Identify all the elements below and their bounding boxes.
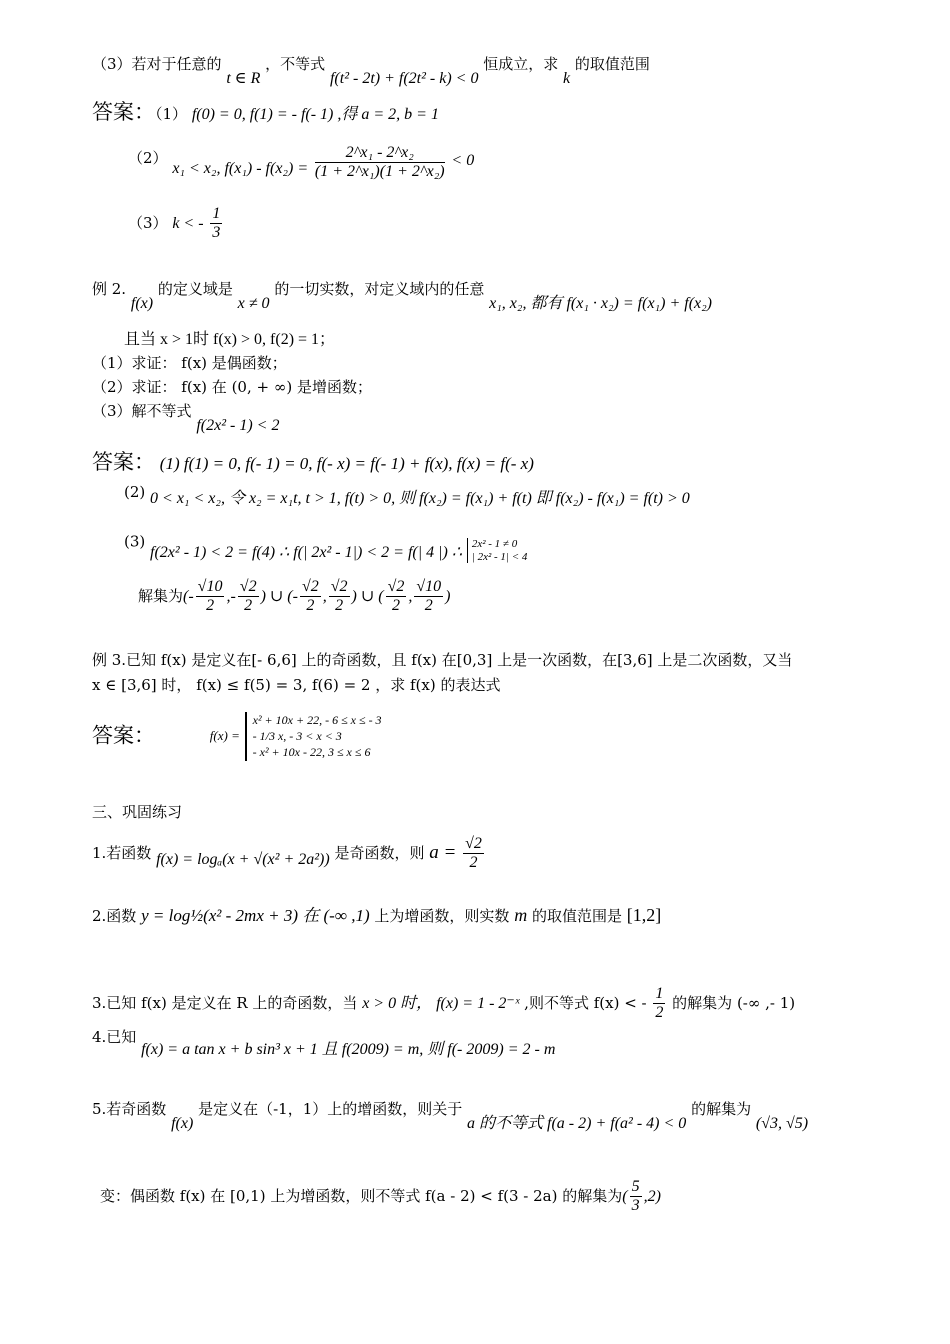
text: 3.已知 f(x) 是定义在 R 上的奇函数，当 bbox=[92, 993, 358, 1012]
text: （3）解不等式 bbox=[92, 402, 192, 420]
math: k bbox=[563, 70, 571, 87]
ex2-condition: 且当 x > 1时 f(x) > 0, f(2) = 1； bbox=[124, 331, 336, 348]
fraction: $\frac{1}{2}$ bbox=[655, 985, 664, 1022]
math: t ∈ R bbox=[226, 70, 261, 87]
math: x₁ < x₂, f(x₁) - f(x₂) = bbox=[172, 159, 309, 177]
fraction: $\frac{√2}{2}$ bbox=[465, 835, 482, 872]
practice-4 bbox=[92, 1028, 556, 1058]
practice-1 bbox=[92, 835, 486, 873]
math: x > 0 时， f(x) = 1 - 2⁻ˣ bbox=[362, 994, 520, 1012]
ex3-line-2: x ∈ [3,6] 时， f(x) ≤ f(5) = 3, f(6) = 2 ，求 f(x) 的表达式 bbox=[92, 676, 501, 694]
fraction: $\frac{1}{3}$ bbox=[212, 205, 221, 242]
text: （3） bbox=[128, 213, 168, 232]
ex1-answer-1 bbox=[92, 100, 439, 125]
text: 的取值范围是 bbox=[531, 907, 622, 925]
section-heading: 三、巩固练习 bbox=[92, 803, 183, 821]
math: f(0) = 0, f(1) = - f(- 1) ,得 a = 2, b = 1 bbox=[191, 106, 439, 123]
text: (3) bbox=[124, 532, 146, 551]
practice-3 bbox=[92, 985, 795, 1023]
text: 是奇函数，则 bbox=[334, 843, 425, 862]
answer-label: 答案： bbox=[92, 450, 155, 474]
answer-label: 答案： bbox=[92, 100, 155, 124]
ex1-answer-3 bbox=[128, 205, 224, 243]
ex3-line-1: 例 3.已知 f(x) 是定义在[- 6,6] 上的奇函数，且 f(x) 在[0,3] 上是一次函数，在[3,6] 上是二次函数，又当 bbox=[92, 651, 793, 669]
text: 恒成立，求 bbox=[483, 55, 559, 73]
math: f(x) = logₐ(x + √(x² + 2a²)) bbox=[156, 850, 330, 868]
answer-label: 答案： bbox=[92, 723, 155, 748]
text: ,则不等式 f(x) < - bbox=[524, 993, 647, 1012]
piecewise-function: x² + 10x + 22, - 6 ≤ x ≤ - 3 - 1/3 x, - 3 < x < 3 - x² + 10x - 22, 3 ≤ x ≤ 6 bbox=[245, 712, 382, 761]
fraction: $\frac{\text{2\textasciicircum{}x₁ - 2\textasciicircum{}x₂}}{\text{(1 + 2\textasciicircum{}x₁)(1 + 2\textasciicircum{}x₂)}}$ bbox=[314, 144, 445, 181]
math: 0 < x₁ < x₂, 令 x₂ = x₁t, t > 1, f(t) > 0, 则 f(x₂) = f(x₁) + f(t) 即 f(x₂) - f(x₁) = f(t) > 0 bbox=[150, 490, 690, 507]
ex2-statement bbox=[92, 280, 713, 312]
text: 的解集为 bbox=[691, 1100, 752, 1118]
math: a 的不等式 f(a - 2) + f(a² - 4) < 0 bbox=[467, 1115, 687, 1132]
ex2-answer-1 bbox=[92, 450, 534, 475]
math: f(x) = bbox=[209, 728, 240, 744]
math: (1) f(1) = 0, f(- 1) = 0, f(- x) = f(- 1) + f(x), f(x) = f(- x) bbox=[159, 454, 534, 473]
math: k < - bbox=[172, 214, 204, 232]
practice-variant: 变：偶函数 f(x) 在 [0,1) 上为增函数，则不等式 f(a - 2) < f(3 - 2a) 的解集为( $\frac{5}{3}$ ,2) bbox=[100, 1178, 661, 1215]
text: 1.若函数 bbox=[92, 843, 152, 862]
ex2-question-3 bbox=[92, 402, 280, 434]
math: f(2x² - 1) < 2 = f(4) ∴ f(| 2x² - 1|) < 2 = f(| 4 |) ∴ bbox=[150, 543, 463, 561]
math: x₁, x₂, 都有 f(x₁ · x₂) = f(x₁) + f(x₂) bbox=[489, 295, 713, 312]
math: f(x) bbox=[130, 295, 154, 312]
text: 变：偶函数 f(x) 在 [0,1) 上为增函数，则不等式 f(a - 2) < f(3 - 2a) 的解集为 bbox=[100, 1186, 623, 1205]
math: f(2x² - 1) < 2 bbox=[196, 417, 280, 434]
text: 的取值范围 bbox=[574, 55, 650, 73]
text: (2) bbox=[124, 483, 146, 501]
inequality-system: 2x² - 1 ≠ 0 | 2x² - 1| < 4 bbox=[467, 538, 528, 563]
math: y = log½(x² - 2mx + 3) 在 (-∞ ,1) bbox=[141, 906, 370, 925]
text: 4.已知 bbox=[92, 1028, 137, 1046]
math: (√3, √5) bbox=[755, 1115, 809, 1132]
math: x ≠ 0 bbox=[237, 295, 270, 312]
ex2-question-2: （2）求证： f(x) 在 (0, + ∞) 是增函数； bbox=[92, 378, 372, 396]
text: （1） bbox=[155, 105, 188, 123]
math: < 0 bbox=[451, 151, 475, 169]
math: f(x) = a tan x + b sin³ x + 1 且 f(2009) = m, 则 f(- 2009) = 2 - m bbox=[141, 1041, 556, 1058]
text: 上为增函数，则实数 bbox=[374, 907, 510, 925]
text: 的一切实数，对定义域内的任意 bbox=[274, 280, 485, 298]
text: 2.函数 bbox=[92, 907, 137, 925]
ex2-answer-3 bbox=[124, 530, 528, 563]
ex1-question-3 bbox=[92, 55, 650, 87]
practice-2 bbox=[92, 905, 661, 927]
text: 的定义域是 bbox=[157, 280, 233, 298]
math: a = bbox=[429, 841, 457, 863]
text: 解集为 bbox=[138, 586, 184, 605]
text: （3）若对于任意的 bbox=[92, 55, 222, 73]
text: 的解集为 (-∞ ,- 1) bbox=[672, 993, 796, 1012]
math: [1,2] bbox=[626, 905, 662, 925]
fraction: $\frac{5}{3}$ bbox=[631, 1178, 640, 1215]
text: （2） bbox=[128, 148, 168, 167]
ex2-solution-set: 解集为(- $\frac{√10}{2}$ ,- $\frac{√2}{2}$ ) ∪ (- $\frac{√2}{2}$ , $\frac{√2}{2}$ ) ∪ ( $\frac{√2}{2}$ , $\frac{√10}{2}$ ) bbox=[138, 578, 451, 615]
text: ，不等式 bbox=[265, 55, 326, 73]
ex1-answer-2 bbox=[128, 140, 475, 181]
example-label: 例 2. bbox=[92, 280, 127, 298]
math: m bbox=[514, 905, 528, 925]
ex3-answer bbox=[92, 712, 382, 761]
practice-5 bbox=[92, 1100, 809, 1132]
ex2-question-1: （1）求证： f(x) 是偶函数； bbox=[92, 354, 287, 372]
math: f(x) bbox=[171, 1115, 194, 1132]
text: 是定义在（-1，1）上的增函数，则关于 bbox=[198, 1100, 463, 1118]
math: f(t² - 2t) + f(2t² - k) < 0 bbox=[329, 70, 479, 87]
ex2-answer-2 bbox=[124, 483, 690, 507]
text: 5.若奇函数 bbox=[92, 1100, 167, 1118]
